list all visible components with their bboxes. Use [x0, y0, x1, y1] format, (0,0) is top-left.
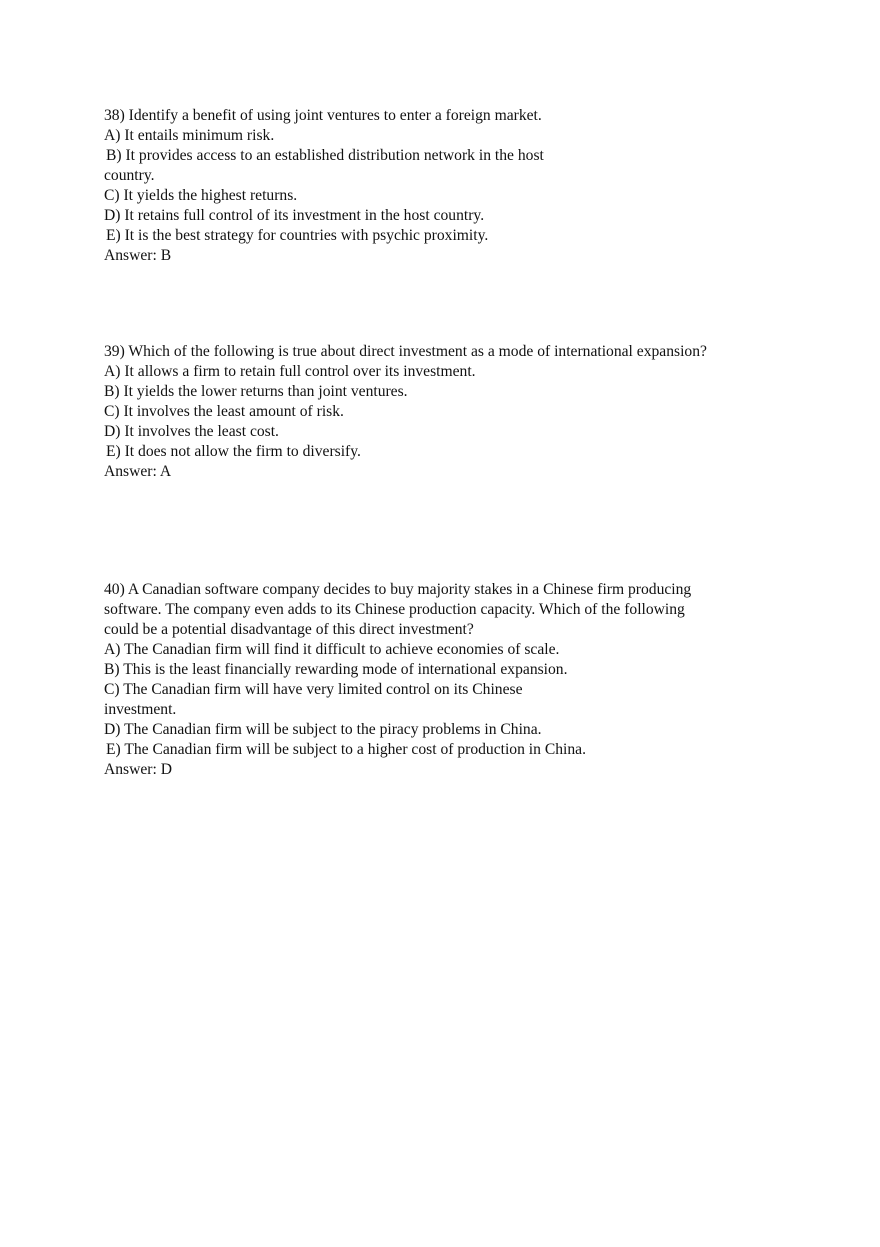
option-c: C) It yields the highest returns.	[104, 187, 298, 204]
option-a: A) It allows a firm to retain full control over its investment.	[104, 363, 476, 380]
answer: Answer: B	[104, 247, 172, 264]
question-text: 38) Identify a benefit of using joint ventures to enter a foreign market.	[104, 107, 542, 124]
option-e: E) It does not allow the firm to diversify.	[106, 443, 361, 460]
question-text: 39) Which of the following is true about direct investment as a mode of international expansion?	[104, 343, 707, 360]
option-b: B) It provides access to an established distribution network in the host	[106, 147, 544, 164]
question-40	[104, 580, 804, 780]
option-d: D) It retains full control of its investment in the host country.	[104, 207, 485, 224]
answer: Answer: A	[104, 463, 172, 480]
question-text: 40) A Canadian software company decides to buy majority stakes in a Chinese firm producing	[104, 581, 692, 598]
question-39	[104, 342, 804, 482]
question-text-continued: software. The company even adds to its Chinese production capacity. Which of the following	[104, 601, 685, 618]
option-b-continued: country.	[104, 167, 155, 184]
option-c-continued: investment.	[104, 701, 177, 718]
answer: Answer: D	[104, 761, 172, 778]
question-38	[104, 106, 804, 266]
option-c: C) The Canadian firm will have very limited control on its Chinese	[104, 681, 523, 698]
option-b: B) It yields the lower returns than joint ventures.	[104, 383, 408, 400]
question-text-continued: could be a potential disadvantage of this direct investment?	[104, 621, 474, 638]
option-a: A) The Canadian firm will find it difficult to achieve economies of scale.	[104, 641, 560, 658]
option-e: E) The Canadian firm will be subject to a higher cost of production in China.	[106, 741, 586, 758]
option-c: C) It involves the least amount of risk.	[104, 403, 344, 420]
option-b: B) This is the least financially rewarding mode of international expansion.	[104, 661, 568, 678]
option-d: D) The Canadian firm will be subject to the piracy problems in China.	[104, 721, 542, 738]
option-e: E) It is the best strategy for countries with psychic proximity.	[106, 227, 489, 244]
option-d: D) It involves the least cost.	[104, 423, 279, 440]
option-a: A) It entails minimum risk.	[104, 127, 275, 144]
